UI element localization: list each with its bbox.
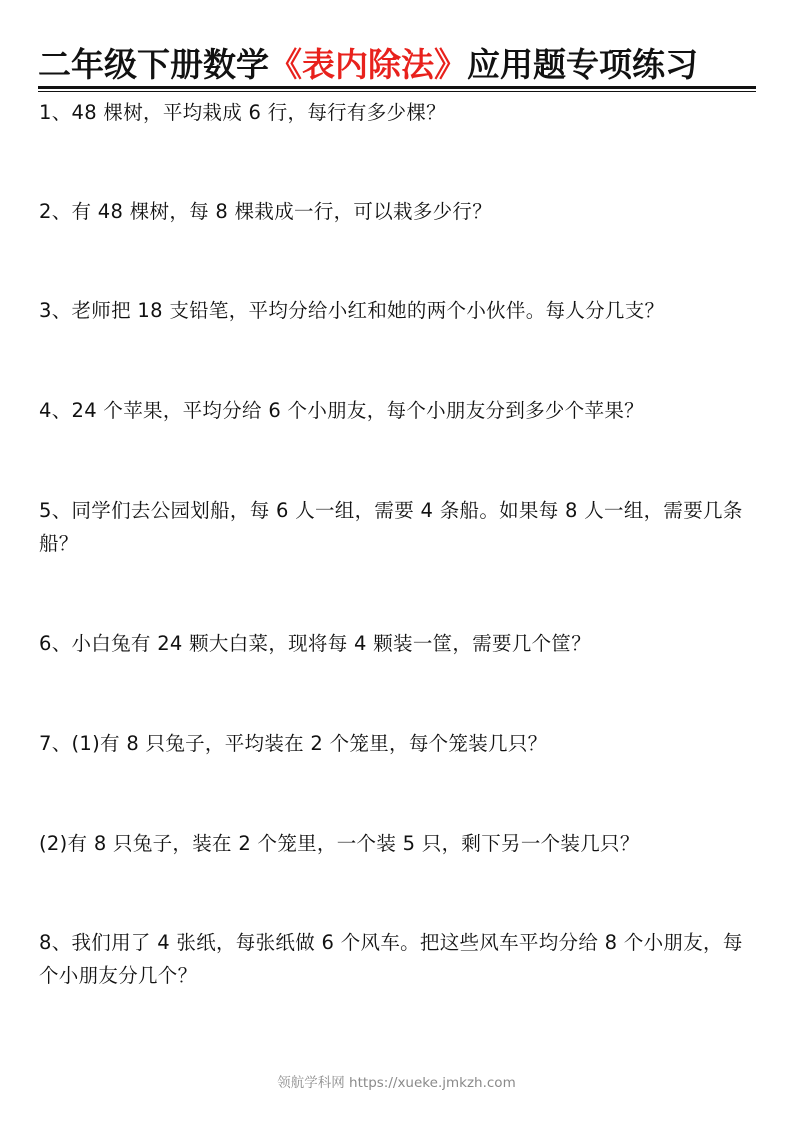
question-1: 1、48 棵树，平均栽成 6 行，每行有多少棵？ <box>39 101 446 124</box>
question-4: 4、24 个苹果，平均分给 6 个小朋友，每个小朋友分到多少个苹果？ <box>39 399 644 422</box>
question-3: 3、老师把 18 支铅笔，平均分给小红和她的两个小伙伴。每人分几支？ <box>39 299 665 322</box>
question-2: 2、有 48 棵树，每 8 棵栽成一行，可以栽多少行？ <box>39 200 493 223</box>
question-8: 8、我们用了 4 张纸，每张纸做 6 个风车。把这些风车平均分给 8 个小朋友，每个小朋友分几个？ <box>39 931 743 987</box>
question-5: 5、同学们去公园划船，每 6 人一组，需要 4 条船。如果每 8 人一组，需要几条船？ <box>39 499 743 555</box>
footer-source: 领航学科网 https://xueke.jmkzh.com <box>277 1075 516 1091</box>
question-6: 6、小白兔有 24 颗大白菜，现将每 4 颗装一筐，需要几个筐？ <box>39 632 592 655</box>
title-underline-thin <box>38 91 756 92</box>
question-7-part-2: (2)有 8 只兔子，装在 2 个笼里，一个装 5 只，剩下另一个装几只？ <box>39 832 640 855</box>
title-prefix: 二年级下册数学 <box>38 45 269 84</box>
question-7-part-1: 7、(1)有 8 只兔子，平均装在 2 个笼里，每个笼装几只？ <box>39 732 548 755</box>
page-title <box>38 42 758 88</box>
title-highlight: 《表内除法》 <box>269 45 467 84</box>
title-suffix: 应用题专项练习 <box>467 45 698 84</box>
title-underline-thick <box>38 86 756 89</box>
